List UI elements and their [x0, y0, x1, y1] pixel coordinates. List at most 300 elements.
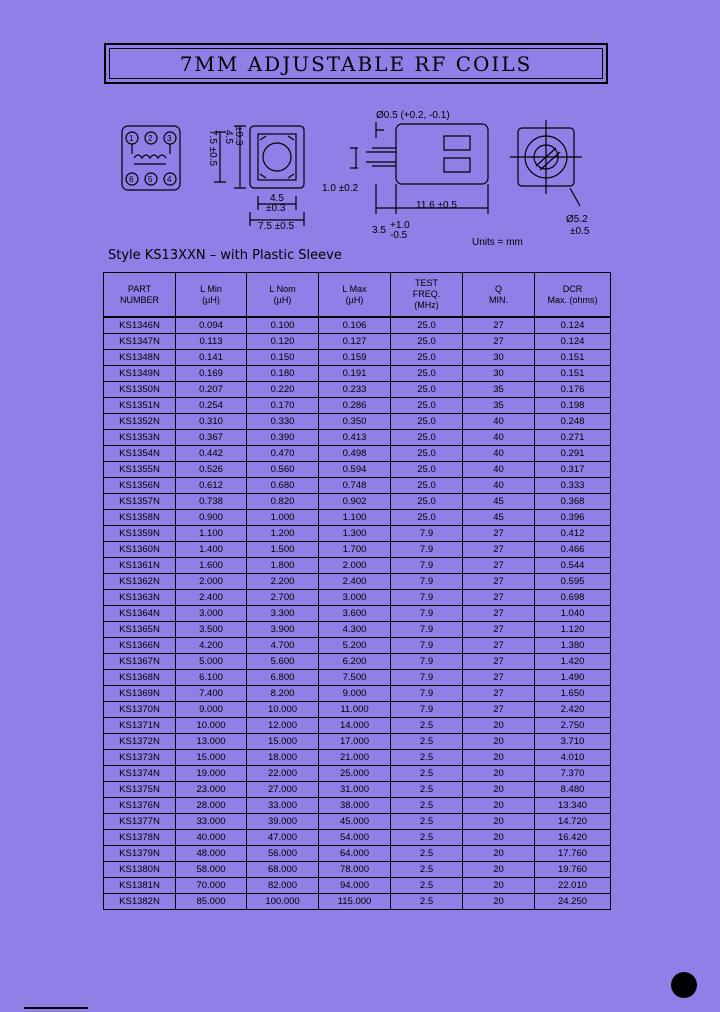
part-number-cell: KS1352N — [104, 414, 176, 430]
table-cell: 0.207 — [176, 382, 247, 398]
table-cell: 0.820 — [247, 494, 319, 510]
table-cell: 5.000 — [176, 654, 247, 670]
pin-3-label: 3 — [167, 134, 172, 143]
table-cell: 0.738 — [176, 494, 247, 510]
table-cell: 6.100 — [176, 670, 247, 686]
part-number-cell: KS1378N — [104, 830, 176, 846]
table-row — [104, 734, 611, 750]
dim-height-inner: 4.5 — [223, 130, 234, 144]
table-cell: 45.000 — [319, 814, 391, 830]
table-cell: 12.000 — [247, 718, 319, 734]
units-label: Units = mm — [472, 237, 523, 245]
table-row — [104, 494, 611, 510]
table-row — [104, 574, 611, 590]
table-row — [104, 638, 611, 654]
table-cell: 25.0 — [391, 366, 463, 382]
part-number-cell: KS1371N — [104, 718, 176, 734]
column-header: L Min (µH) — [176, 273, 247, 318]
table-cell: 2.750 — [535, 718, 611, 734]
table-cell: 1.120 — [535, 622, 611, 638]
table-row — [104, 382, 611, 398]
part-number-cell: KS1354N — [104, 446, 176, 462]
table-cell: 3.900 — [247, 622, 319, 638]
coil-spec-table — [103, 272, 611, 910]
table-cell: 2.400 — [319, 574, 391, 590]
table-cell: 22.000 — [247, 766, 319, 782]
table-cell: 85.000 — [176, 894, 247, 910]
part-number-cell: KS1357N — [104, 494, 176, 510]
table-cell: 23.000 — [176, 782, 247, 798]
table-row — [104, 814, 611, 830]
table-cell: 4.010 — [535, 750, 611, 766]
table-cell: 3.000 — [176, 606, 247, 622]
table-cell: 2.700 — [247, 590, 319, 606]
table-cell: 47.000 — [247, 830, 319, 846]
table-cell: 40 — [463, 430, 535, 446]
table-cell: 27 — [463, 542, 535, 558]
table-cell: 1.400 — [176, 542, 247, 558]
table-cell: 27.000 — [247, 782, 319, 798]
table-cell: 33.000 — [176, 814, 247, 830]
dim-lead: 1.0 ±0.2 — [322, 183, 359, 194]
table-cell: 0.159 — [319, 350, 391, 366]
table-cell: 40 — [463, 462, 535, 478]
table-row — [104, 798, 611, 814]
dim-diameter-tol: ±0.5 — [570, 226, 590, 237]
table-cell: 1.800 — [247, 558, 319, 574]
table-cell: 7.9 — [391, 542, 463, 558]
table-row — [104, 670, 611, 686]
part-number-cell: KS1361N — [104, 558, 176, 574]
table-cell: 9.000 — [319, 686, 391, 702]
table-cell: 11.000 — [319, 702, 391, 718]
table-cell: 0.413 — [319, 430, 391, 446]
table-cell: 27 — [463, 526, 535, 542]
pin-5-label: 5 — [148, 175, 153, 184]
table-row — [104, 686, 611, 702]
table-cell: 0.368 — [535, 494, 611, 510]
table-cell: 2.5 — [391, 862, 463, 878]
table-cell: 1.650 — [535, 686, 611, 702]
table-cell: 115.000 — [319, 894, 391, 910]
table-cell: 0.124 — [535, 317, 611, 334]
coil-symbol — [132, 144, 170, 164]
table-cell: 40 — [463, 414, 535, 430]
table-cell: 0.100 — [247, 317, 319, 334]
table-cell: 1.600 — [176, 558, 247, 574]
table-row — [104, 606, 611, 622]
table-cell: 6.200 — [319, 654, 391, 670]
part-number-cell: KS1358N — [104, 510, 176, 526]
table-row — [104, 510, 611, 526]
table-cell: 1.200 — [247, 526, 319, 542]
table-cell: 7.400 — [176, 686, 247, 702]
table-cell: 39.000 — [247, 814, 319, 830]
part-number-cell: KS1364N — [104, 606, 176, 622]
dim-height-outer: 7.5 ±0.5 — [207, 130, 218, 167]
part-number-cell: KS1346N — [104, 317, 176, 334]
table-cell: 31.000 — [319, 782, 391, 798]
table-row — [104, 702, 611, 718]
part-number-cell: KS1372N — [104, 734, 176, 750]
table-cell: 48.000 — [176, 846, 247, 862]
table-cell: 70.000 — [176, 878, 247, 894]
table-cell: 0.442 — [176, 446, 247, 462]
table-row — [104, 317, 611, 334]
table-cell: 0.350 — [319, 414, 391, 430]
table-cell: 2.5 — [391, 718, 463, 734]
table-cell: 7.9 — [391, 670, 463, 686]
dim-pin-tol-plus: +1.0 — [390, 220, 410, 231]
part-number-cell: KS1366N — [104, 638, 176, 654]
table-cell: 2.5 — [391, 750, 463, 766]
part-number-cell: KS1367N — [104, 654, 176, 670]
table-cell: 20 — [463, 718, 535, 734]
table-cell: 7.9 — [391, 606, 463, 622]
table-cell: 25.0 — [391, 510, 463, 526]
table-cell: 27 — [463, 558, 535, 574]
table-cell: 25.0 — [391, 494, 463, 510]
table-cell: 15.000 — [176, 750, 247, 766]
table-cell: 1.420 — [535, 654, 611, 670]
table-cell: 27 — [463, 702, 535, 718]
table-cell: 7.9 — [391, 590, 463, 606]
table-cell: 7.9 — [391, 686, 463, 702]
table-cell: 30 — [463, 350, 535, 366]
table-cell: 0.106 — [319, 317, 391, 334]
table-cell: 27 — [463, 670, 535, 686]
column-header: TEST FREQ. (MHz) — [391, 273, 463, 318]
table-cell: 4.700 — [247, 638, 319, 654]
table-cell: 27 — [463, 606, 535, 622]
part-number-cell: KS1382N — [104, 894, 176, 910]
table-row — [104, 830, 611, 846]
table-cell: 2.5 — [391, 734, 463, 750]
table-cell: 13.000 — [176, 734, 247, 750]
table-cell: 1.300 — [319, 526, 391, 542]
table-cell: 68.000 — [247, 862, 319, 878]
table-cell: 1.100 — [319, 510, 391, 526]
table-row — [104, 590, 611, 606]
part-number-cell: KS1355N — [104, 462, 176, 478]
part-number-cell: KS1359N — [104, 526, 176, 542]
table-cell: 94.000 — [319, 878, 391, 894]
part-number-cell: KS1374N — [104, 766, 176, 782]
table-cell: 20 — [463, 862, 535, 878]
table-row — [104, 398, 611, 414]
table-cell: 0.560 — [247, 462, 319, 478]
table-cell: 0.367 — [176, 430, 247, 446]
table-cell: 8.480 — [535, 782, 611, 798]
table-cell: 25.0 — [391, 398, 463, 414]
part-number-cell: KS1377N — [104, 814, 176, 830]
table-cell: 25.0 — [391, 334, 463, 350]
table-header-row — [104, 273, 611, 318]
table-cell: 7.9 — [391, 638, 463, 654]
table-cell: 16.420 — [535, 830, 611, 846]
part-number-cell: KS1351N — [104, 398, 176, 414]
table-cell: 0.390 — [247, 430, 319, 446]
table-cell: 82.000 — [247, 878, 319, 894]
table-cell: 27 — [463, 686, 535, 702]
part-number-cell: KS1356N — [104, 478, 176, 494]
table-row — [104, 462, 611, 478]
dim-pin: Ø0.5 (+0.2, -0.1) — [376, 110, 450, 121]
coil-dimension-drawing — [100, 100, 620, 245]
part-number-cell: KS1353N — [104, 430, 176, 446]
table-cell: 0.169 — [176, 366, 247, 382]
table-cell: 25.0 — [391, 414, 463, 430]
table-cell: 2.5 — [391, 814, 463, 830]
table-cell: 3.600 — [319, 606, 391, 622]
table-cell: 7.9 — [391, 526, 463, 542]
table-cell: 28.000 — [176, 798, 247, 814]
table-cell: 45 — [463, 510, 535, 526]
table-cell: 27 — [463, 574, 535, 590]
table-cell: 13.340 — [535, 798, 611, 814]
table-cell: 2.5 — [391, 782, 463, 798]
table-cell: 1.040 — [535, 606, 611, 622]
part-number-cell: KS1349N — [104, 366, 176, 382]
table-cell: 0.330 — [247, 414, 319, 430]
style-description: Style KS13XXN – with Plastic Sleeve — [108, 248, 342, 263]
table-cell: 0.127 — [319, 334, 391, 350]
table-cell: 0.248 — [535, 414, 611, 430]
coil-side-view — [396, 124, 488, 184]
table-cell: 14.720 — [535, 814, 611, 830]
table-cell: 0.680 — [247, 478, 319, 494]
table-cell: 2.5 — [391, 894, 463, 910]
table-cell: 0.466 — [535, 542, 611, 558]
part-number-cell: KS1376N — [104, 798, 176, 814]
table-cell: 1.700 — [319, 542, 391, 558]
table-cell: 0.141 — [176, 350, 247, 366]
table-cell: 0.233 — [319, 382, 391, 398]
table-cell: 25.0 — [391, 317, 463, 334]
table-cell: 25.0 — [391, 446, 463, 462]
title-box — [104, 43, 608, 84]
table-cell: 1.000 — [247, 510, 319, 526]
table-cell: 0.113 — [176, 334, 247, 350]
column-header: PART NUMBER — [104, 273, 176, 318]
table-cell: 0.396 — [535, 510, 611, 526]
table-cell: 19.000 — [176, 766, 247, 782]
table-cell: 2.5 — [391, 846, 463, 862]
part-number-cell: KS1379N — [104, 846, 176, 862]
table-cell: 2.5 — [391, 878, 463, 894]
table-cell: 0.271 — [535, 430, 611, 446]
table-cell: 27 — [463, 654, 535, 670]
table-cell: 3.710 — [535, 734, 611, 750]
table-cell: 35 — [463, 382, 535, 398]
table-cell: 0.150 — [247, 350, 319, 366]
table-cell: 58.000 — [176, 862, 247, 878]
table-row — [104, 718, 611, 734]
dim-width-inner-tol: ±0.3 — [266, 203, 286, 214]
table-cell: 3.500 — [176, 622, 247, 638]
table-cell: 2.5 — [391, 766, 463, 782]
part-number-cell: KS1380N — [104, 862, 176, 878]
table-cell: 0.120 — [247, 334, 319, 350]
part-number-cell: KS1350N — [104, 382, 176, 398]
table-row — [104, 846, 611, 862]
table-cell: 2.5 — [391, 830, 463, 846]
table-cell: 0.094 — [176, 317, 247, 334]
part-number-cell: KS1370N — [104, 702, 176, 718]
table-cell: 27 — [463, 334, 535, 350]
table-row — [104, 430, 611, 446]
table-cell: 20 — [463, 750, 535, 766]
table-cell: 0.310 — [176, 414, 247, 430]
table-cell: 1.380 — [535, 638, 611, 654]
table-cell: 33.000 — [247, 798, 319, 814]
table-cell: 19.760 — [535, 862, 611, 878]
table-cell: 4.300 — [319, 622, 391, 638]
table-cell: 2.5 — [391, 798, 463, 814]
table-cell: 0.902 — [319, 494, 391, 510]
table-cell: 0.698 — [535, 590, 611, 606]
table-row — [104, 414, 611, 430]
table-cell: 0.198 — [535, 398, 611, 414]
table-cell: 3.300 — [247, 606, 319, 622]
page-title: 7MM ADJUSTABLE RF COILS — [109, 48, 603, 79]
table-cell: 17.760 — [535, 846, 611, 862]
part-number-cell: KS1368N — [104, 670, 176, 686]
table-cell: 0.333 — [535, 478, 611, 494]
table-cell: 54.000 — [319, 830, 391, 846]
table-cell: 7.9 — [391, 654, 463, 670]
dim-diameter: Ø5.2 — [566, 214, 588, 225]
table-cell: 20 — [463, 766, 535, 782]
table-cell: 20 — [463, 894, 535, 910]
table-cell: 10.000 — [176, 718, 247, 734]
table-cell: 14.000 — [319, 718, 391, 734]
column-header: L Nom (µH) — [247, 273, 319, 318]
table-cell: 2.000 — [176, 574, 247, 590]
table-cell: 0.286 — [319, 398, 391, 414]
dim-width-inner: 4.5 — [270, 193, 284, 204]
table-cell: 0.748 — [319, 478, 391, 494]
table-cell: 0.191 — [319, 366, 391, 382]
table-cell: 0.291 — [535, 446, 611, 462]
table-cell: 20 — [463, 846, 535, 862]
table-row — [104, 542, 611, 558]
table-cell: 8.200 — [247, 686, 319, 702]
table-row — [104, 766, 611, 782]
pin-1-label: 1 — [129, 134, 134, 143]
table-cell: 0.526 — [176, 462, 247, 478]
page-marker-dot — [671, 972, 697, 998]
table-cell: 0.595 — [535, 574, 611, 590]
table-cell: 0.176 — [535, 382, 611, 398]
table-row — [104, 862, 611, 878]
table-cell: 9.000 — [176, 702, 247, 718]
table-cell: 100.000 — [247, 894, 319, 910]
table-cell: 25.0 — [391, 350, 463, 366]
table-cell: 17.000 — [319, 734, 391, 750]
table-row — [104, 750, 611, 766]
table-cell: 40 — [463, 446, 535, 462]
table-row — [104, 558, 611, 574]
table-cell: 7.9 — [391, 702, 463, 718]
table-cell: 20 — [463, 734, 535, 750]
table-cell: 40 — [463, 478, 535, 494]
table-cell: 20 — [463, 878, 535, 894]
dim-length: 11.6 ±0.5 — [416, 200, 457, 211]
table-row — [104, 782, 611, 798]
table-cell: 0.612 — [176, 478, 247, 494]
table-cell: 5.200 — [319, 638, 391, 654]
part-number-cell: KS1348N — [104, 350, 176, 366]
table-cell: 38.000 — [319, 798, 391, 814]
part-number-cell: KS1363N — [104, 590, 176, 606]
table-cell: 1.490 — [535, 670, 611, 686]
table-cell: 18.000 — [247, 750, 319, 766]
dim-height-tol: ±0.3 — [233, 126, 244, 146]
table-row — [104, 878, 611, 894]
table-cell: 2.420 — [535, 702, 611, 718]
table-row — [104, 366, 611, 382]
table-cell: 0.498 — [319, 446, 391, 462]
table-cell: 0.180 — [247, 366, 319, 382]
table-cell: 25.0 — [391, 430, 463, 446]
table-cell: 10.000 — [247, 702, 319, 718]
part-number-cell: KS1360N — [104, 542, 176, 558]
table-cell: 0.544 — [535, 558, 611, 574]
table-cell: 4.200 — [176, 638, 247, 654]
table-row — [104, 526, 611, 542]
column-header: DCR Max. (ohms) — [535, 273, 611, 318]
table-row — [104, 334, 611, 350]
table-cell: 22.010 — [535, 878, 611, 894]
table-cell: 5.600 — [247, 654, 319, 670]
table-cell: 0.220 — [247, 382, 319, 398]
table-cell: 7.500 — [319, 670, 391, 686]
table-cell: 30 — [463, 366, 535, 382]
part-number-cell: KS1373N — [104, 750, 176, 766]
table-cell: 45 — [463, 494, 535, 510]
part-number-cell: KS1375N — [104, 782, 176, 798]
table-cell: 0.151 — [535, 350, 611, 366]
table-cell: 20 — [463, 798, 535, 814]
table-cell: 1.500 — [247, 542, 319, 558]
part-number-cell: KS1347N — [104, 334, 176, 350]
table-cell: 7.9 — [391, 622, 463, 638]
table-cell: 25.000 — [319, 766, 391, 782]
bottom-rule — [24, 1007, 88, 1009]
part-number-cell: KS1362N — [104, 574, 176, 590]
table-cell: 56.000 — [247, 846, 319, 862]
column-header: Q MIN. — [463, 273, 535, 318]
pin-2-label: 2 — [148, 134, 153, 143]
table-cell: 78.000 — [319, 862, 391, 878]
table-cell: 25.0 — [391, 382, 463, 398]
table-row — [104, 894, 611, 910]
table-cell: 20 — [463, 814, 535, 830]
table-cell: 27 — [463, 638, 535, 654]
table-cell: 0.470 — [247, 446, 319, 462]
table-cell: 64.000 — [319, 846, 391, 862]
table-cell: 27 — [463, 590, 535, 606]
table-cell: 0.412 — [535, 526, 611, 542]
table-cell: 35 — [463, 398, 535, 414]
table-cell: 0.124 — [535, 334, 611, 350]
table-cell: 27 — [463, 622, 535, 638]
part-number-cell: KS1365N — [104, 622, 176, 638]
dim-pin-tol-minus: -0.5 — [390, 230, 408, 241]
dim-width-outer: 7.5 ±0.5 — [258, 221, 295, 232]
table-cell: 0.900 — [176, 510, 247, 526]
